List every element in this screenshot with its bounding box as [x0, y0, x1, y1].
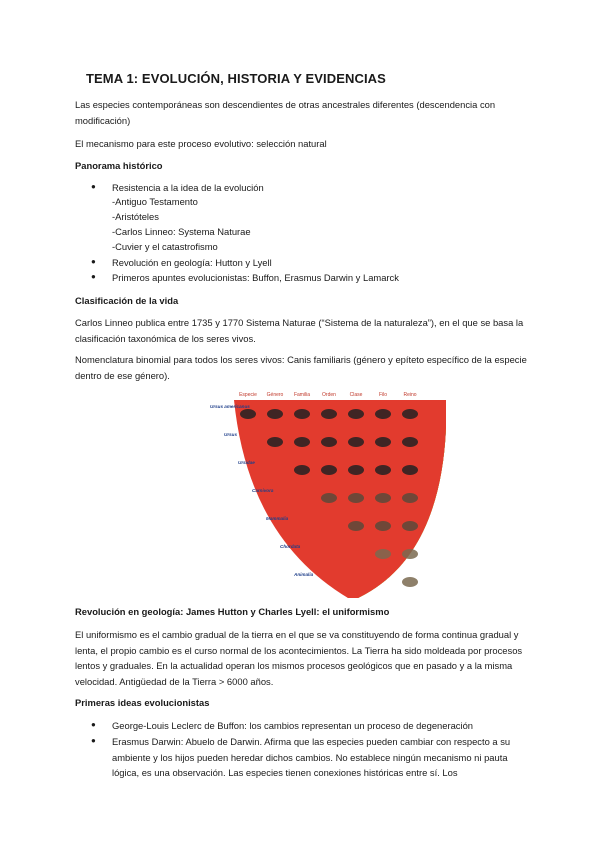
- animal-silhouette: [321, 437, 337, 447]
- bullet-icon: ●: [91, 257, 96, 266]
- list-item: Revolución en geología: Hutton y Lyell: [112, 257, 272, 268]
- animal-silhouette: [321, 493, 337, 503]
- animal-silhouette: [402, 465, 418, 475]
- column-label: Orden: [322, 392, 336, 398]
- clasificacion-paragraph-1: Carlos Linneo publica entre 1735 y 1770 Sistema Naturae (“Sistema de la naturaleza”), en el que se basa la clasificación taxonómica de los seres vivos.: [75, 317, 524, 344]
- animal-silhouette: [402, 549, 418, 559]
- bullet-icon: ●: [91, 720, 96, 729]
- animal-silhouette: [375, 521, 391, 531]
- animal-silhouette: [375, 465, 391, 475]
- animal-silhouette: [321, 409, 337, 419]
- animal-silhouette: [348, 493, 364, 503]
- animal-silhouette: [375, 493, 391, 503]
- animal-silhouette: [375, 409, 391, 419]
- animal-silhouette: [348, 521, 364, 531]
- sub-item: -Carlos Linneo: Systema Naturae: [112, 226, 251, 237]
- list-item: George-Louis Leclerc de Buffon: los cambios representan un proceso de degeneración: [112, 720, 473, 731]
- taxon-label: Carnivora: [252, 488, 274, 493]
- column-label: Género: [266, 392, 284, 398]
- animal-silhouette: [321, 465, 337, 475]
- animal-silhouette: [294, 465, 310, 475]
- column-label: Clase: [349, 392, 363, 398]
- column-label: Filo: [378, 392, 388, 398]
- animal-silhouette: [402, 521, 418, 531]
- animal-silhouette: [348, 437, 364, 447]
- column-label: Especie: [239, 392, 257, 398]
- animal-silhouette: [402, 409, 418, 419]
- taxon-label: Mammalia: [266, 516, 289, 521]
- taxonomy-fan-diagram: [208, 388, 446, 598]
- taxon-label: Chordata: [280, 544, 301, 549]
- heading-geologia: Revolución en geología: James Hutton y Charles Lyell: el uniformismo: [75, 606, 390, 617]
- animal-silhouette: [267, 409, 283, 419]
- bullet-icon: ●: [91, 272, 96, 281]
- heading-clasificacion: Clasificación de la vida: [75, 295, 179, 306]
- bullet-icon: ●: [91, 736, 96, 745]
- sub-item: -Cuvier y el catastrofismo: [112, 241, 218, 252]
- sub-item: -Antiguo Testamento: [112, 196, 198, 207]
- intro-paragraph-1: Las especies contemporáneas son descendientes de otras ancestrales diferentes (descendencia con modificación): [75, 99, 496, 126]
- intro-paragraph-2: El mecanismo para este proceso evolutivo: selección natural: [75, 138, 327, 149]
- animal-silhouette: [294, 437, 310, 447]
- animal-silhouette: [402, 577, 418, 587]
- animal-silhouette: [348, 409, 364, 419]
- geologia-paragraph: El uniformismo es el cambio gradual de la tierra en el que se va constituyendo de forma continua gradual y lenta, el propio cambio es el curso normal de los acontecimientos. La Tierra ha sido moldeada por procesos lentos y graduales. En la actualidad operan los mismos procesos geológicos que en pasado y a la misma velocidad. Antigüedad de la Tierra > 6000 años.: [75, 629, 523, 687]
- heading-panorama: Panorama histórico: [75, 160, 163, 171]
- animal-silhouette: [267, 437, 283, 447]
- animal-silhouette: [348, 465, 364, 475]
- list-item: Resistencia a la idea de la evolución: [112, 182, 264, 193]
- list-item: Primeros apuntes evolucionistas: Buffon, Erasmus Darwin y Lamarck: [112, 272, 399, 283]
- clasificacion-paragraph-2: Nomenclatura binomial para todos los seres vivos: Canis familiaris (género y epíteto específico de la especie dentro de ese género).: [75, 354, 527, 381]
- animal-silhouette: [402, 493, 418, 503]
- animal-silhouette: [240, 409, 256, 419]
- taxon-label: Ursus: [224, 432, 238, 437]
- column-label: Reino: [403, 392, 417, 398]
- bullet-icon: ●: [91, 182, 96, 191]
- column-label: Familia: [293, 392, 311, 398]
- list-item: Erasmus Darwin: Abuelo de Darwin. Afirma que las especies pueden cambiar con respecto a su ambiente y los hijos pueden heredar dichos cambios. No establece ningún mecanismo ni pauta lógica, es una observación. Las especies tienen conexiones históricas entre sí. Los: [112, 736, 511, 778]
- animal-silhouette: [375, 437, 391, 447]
- animal-silhouette: [375, 549, 391, 559]
- sub-item: -Aristóteles: [112, 211, 159, 222]
- heading-primeras: Primeras ideas evolucionistas: [75, 697, 210, 708]
- page-title: TEMA 1: EVOLUCIÓN, HISTORIA Y EVIDENCIAS: [86, 71, 386, 86]
- taxon-label: Ursidae: [238, 460, 255, 465]
- taxon-label: Animalia: [294, 572, 314, 577]
- taxonomy-figure: [208, 388, 446, 598]
- animal-silhouette: [294, 409, 310, 419]
- animal-silhouette: [402, 437, 418, 447]
- taxon-label: Ursus americanus: [210, 404, 250, 409]
